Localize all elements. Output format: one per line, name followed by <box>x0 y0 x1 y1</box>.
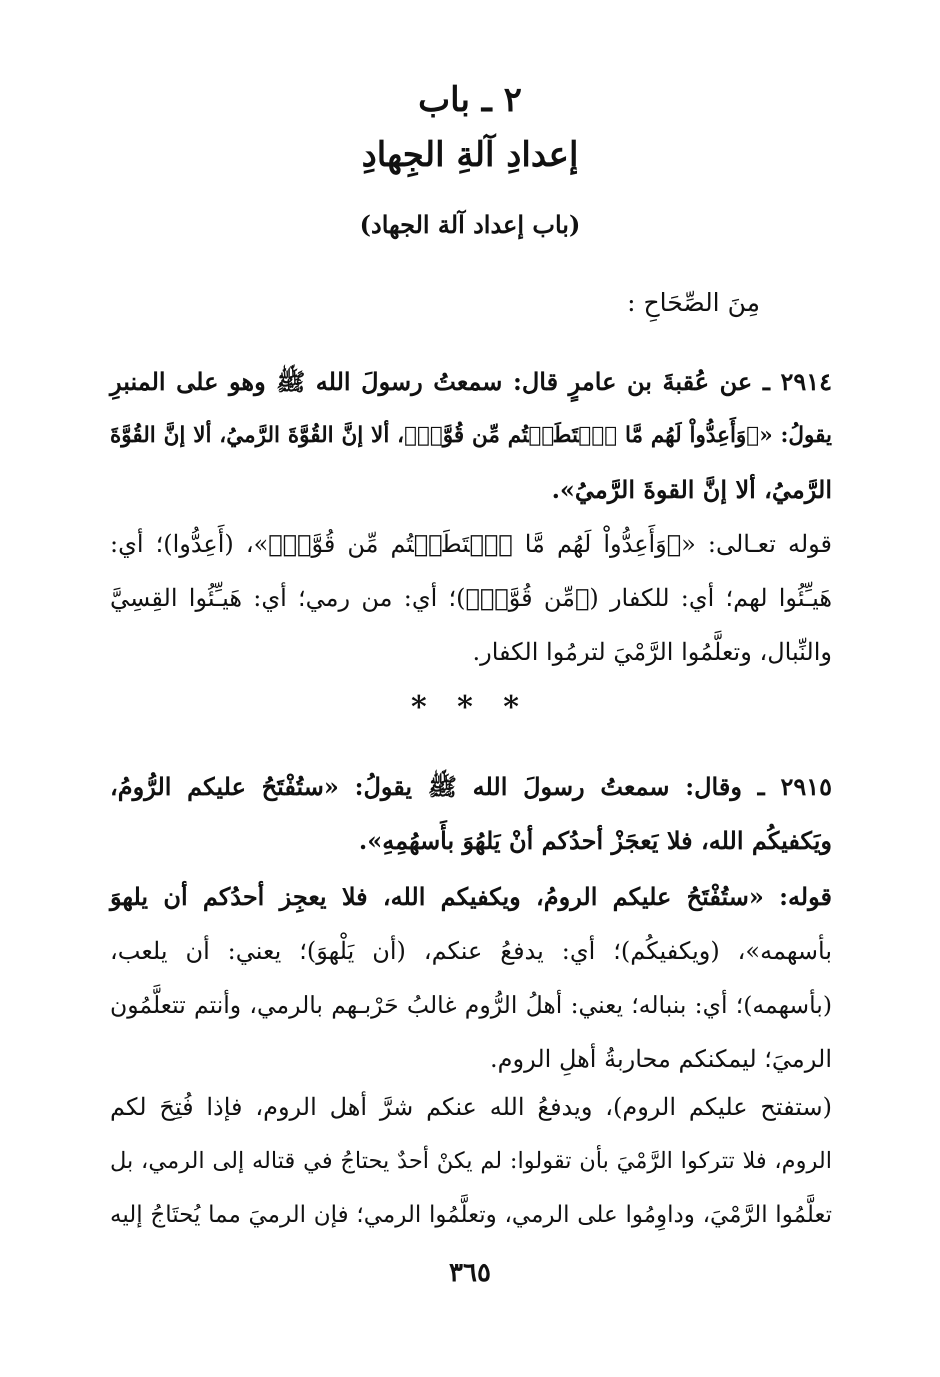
text-line: الرَّميُ، ألا إنَّ القوةَ الرَّميُ». <box>551 475 832 504</box>
text-line: بأسهمه»، (ويكفيكُم)؛ أي: يدفعُ عنكم، (أن يَلْهوَ)؛ يعني: أن يلعب، <box>110 937 832 965</box>
chapter-number: ٢ ـ باب <box>418 80 522 120</box>
text-line: قوله: «ستُفْتَحُ عليكم الرومُ، ويكفيكم الله، فلا يعجِز أحدُكم أن يلهوَ <box>110 882 832 911</box>
commentary-2915-continued <box>110 1080 832 1242</box>
text-line: والنِّبال، وتعلَّمُوا الرَّمْيَ لترمُوا الكفار. <box>472 638 832 666</box>
text-line: ٢٩١٥ ـ وقال: سمعتُ رسولَ الله ﷺ يقولُ: «ستُفْتَحُ عليكم الرُّومُ، <box>110 772 832 801</box>
chapter-subtitle: (باب إعداد آلة الجهاد) <box>359 210 581 239</box>
text-line: قوله تعـالى: «﴿وَأَعِدُّواْ لَهُم مَّا ٱسۡتَطَعۡتُم مِّن قُوَّةٖ﴾»، (أَعِدُّوا)؛ أي: <box>110 530 832 558</box>
text-line: ويَكفيكُم الله، فلا يَعجَزْ أحدُكم أنْ يَلهُوَ بأَسهُمِهِ». <box>358 826 832 855</box>
chapter-title: إعدادِ آلةِ الجِهادِ <box>361 135 579 175</box>
text-line: (ستفتح عليكم الروم)، ويدفعُ الله عنكم شرَّ أهل الروم، فإذا فُتِحَ لكم <box>110 1093 832 1121</box>
text-line: تعلَّمُوا الرَّمْيَ، وداوِمُوا على الرمي، وتعلَّمُوا الرمي؛ فإن الرميَ مما يُحتَاجُ إليه <box>110 1202 832 1228</box>
commentary-2915 <box>110 870 832 1086</box>
section-label: مِنَ الصِّحَاحِ : <box>627 288 760 317</box>
text-line: يقولُ: «﴿وَأَعِدُّواْ لَهُم مَّا ٱسۡتَطَعۡتُم مِّن قُوَّةٖ﴾، ألا إنَّ القُوَّةَ الرَّميُ، ألا إنَّ القُوَّةَ <box>110 423 832 448</box>
text-line: الرميَ؛ ليمكنكم محاربةُ أهلِ الروم. <box>490 1045 832 1073</box>
section-separator: * * * <box>411 690 529 725</box>
text-line: (بأسهمه)؛ أي: بنباله؛ يعني: أهلُ الرُّوم غالبُ حَرْبـهم بالرمي، وأنتم تتعلَّمُون <box>110 991 832 1019</box>
text-line: ٢٩١٤ ـ عن عُقبةَ بن عامرٍ قال: سمعتُ رسولَ الله ﷺ وهو على المنبرِ <box>110 367 832 396</box>
text-line: الروم، فلا تتركوا الرَّمْيَ بأن تقولوا: لم يكنْ أحدٌ يحتاجُ في قتاله إلى الرمي، بل <box>110 1148 832 1174</box>
hadith-2915 <box>110 760 832 868</box>
page-number: ٣٦٥ <box>449 1258 491 1288</box>
commentary-2914 <box>110 517 832 679</box>
hadith-2914 <box>110 355 832 517</box>
text-line: هَيـِّئُوا لهم؛ أي: للكفار (﴿مِّن قُوَّةٖ﴾)؛ أي: من رمي؛ أي: هَيـِّئُوا القِسِيَّ <box>110 584 832 612</box>
